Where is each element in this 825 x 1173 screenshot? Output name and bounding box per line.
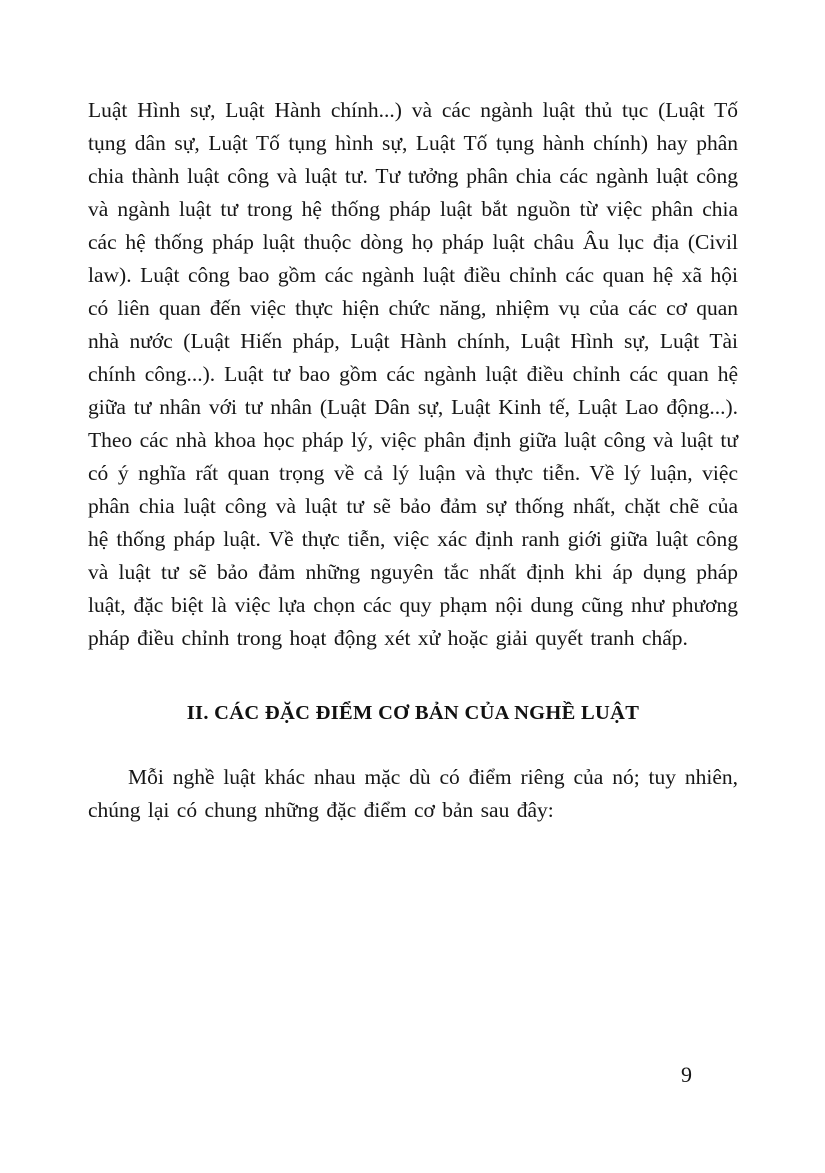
section-heading: II. CÁC ĐẶC ĐIỂM CƠ BẢN CỦA NGHỀ LUẬT	[186, 702, 640, 724]
body-paragraph: Mỗi nghề luật khác nhau mặc dù có điểm riêng của nó; tuy nhiên, chúng lại có chung những đặc điểm cơ bản sau đây:	[88, 765, 738, 822]
body-paragraph-continued: Luật Hình sự, Luật Hành chính...) và các ngành luật thủ tục (Luật Tố tụng dân sự, Luật Tố tụng hình sự, Luật Tố tụng hành chính) hay phân chia thành luật công và luật tư. Tư tưởng phân chia các ngành luật công và ngành luật tư trong hệ thống pháp luật bắt nguồn từ việc phân chia các hệ thống pháp luật thuộc dòng họ pháp luật châu Âu lục địa (Civil law). Luật công bao gồm các ngành luật điều chỉnh các quan hệ xã hội có liên quan đến việc thực hiện chức năng, nhiệm vụ của các cơ quan nhà nước (Luật Hiến pháp, Luật Hành chính, Luật Hình sự, Luật Tài chính công...). Luật tư bao gồm các ngành luật điều chỉnh các quan hệ giữa tư nhân với tư nhân (Luật Dân sự, Luật Kinh tế, Luật Lao động...). Theo các nhà khoa học pháp lý, việc phân định giữa luật công và luật tư có ý nghĩa rất quan trọng về cả lý luận và thực tiễn. Về lý luận, việc phân chia luật công và luật tư sẽ bảo đảm sự thống nhất, chặt chẽ của hệ thống pháp luật. Về thực tiễn, việc xác định ranh giới giữa luật công và luật tư sẽ bảo đảm những nguyên tắc nhất định khi áp dụng pháp luật, đặc biệt là việc lựa chọn các quy phạm nội dung cũng như phương pháp điều chỉnh trong hoạt động xét xử hoặc giải quyết tranh chấp.	[88, 98, 738, 650]
page-number: 9	[681, 1062, 692, 1087]
page-body	[88, 94, 738, 827]
